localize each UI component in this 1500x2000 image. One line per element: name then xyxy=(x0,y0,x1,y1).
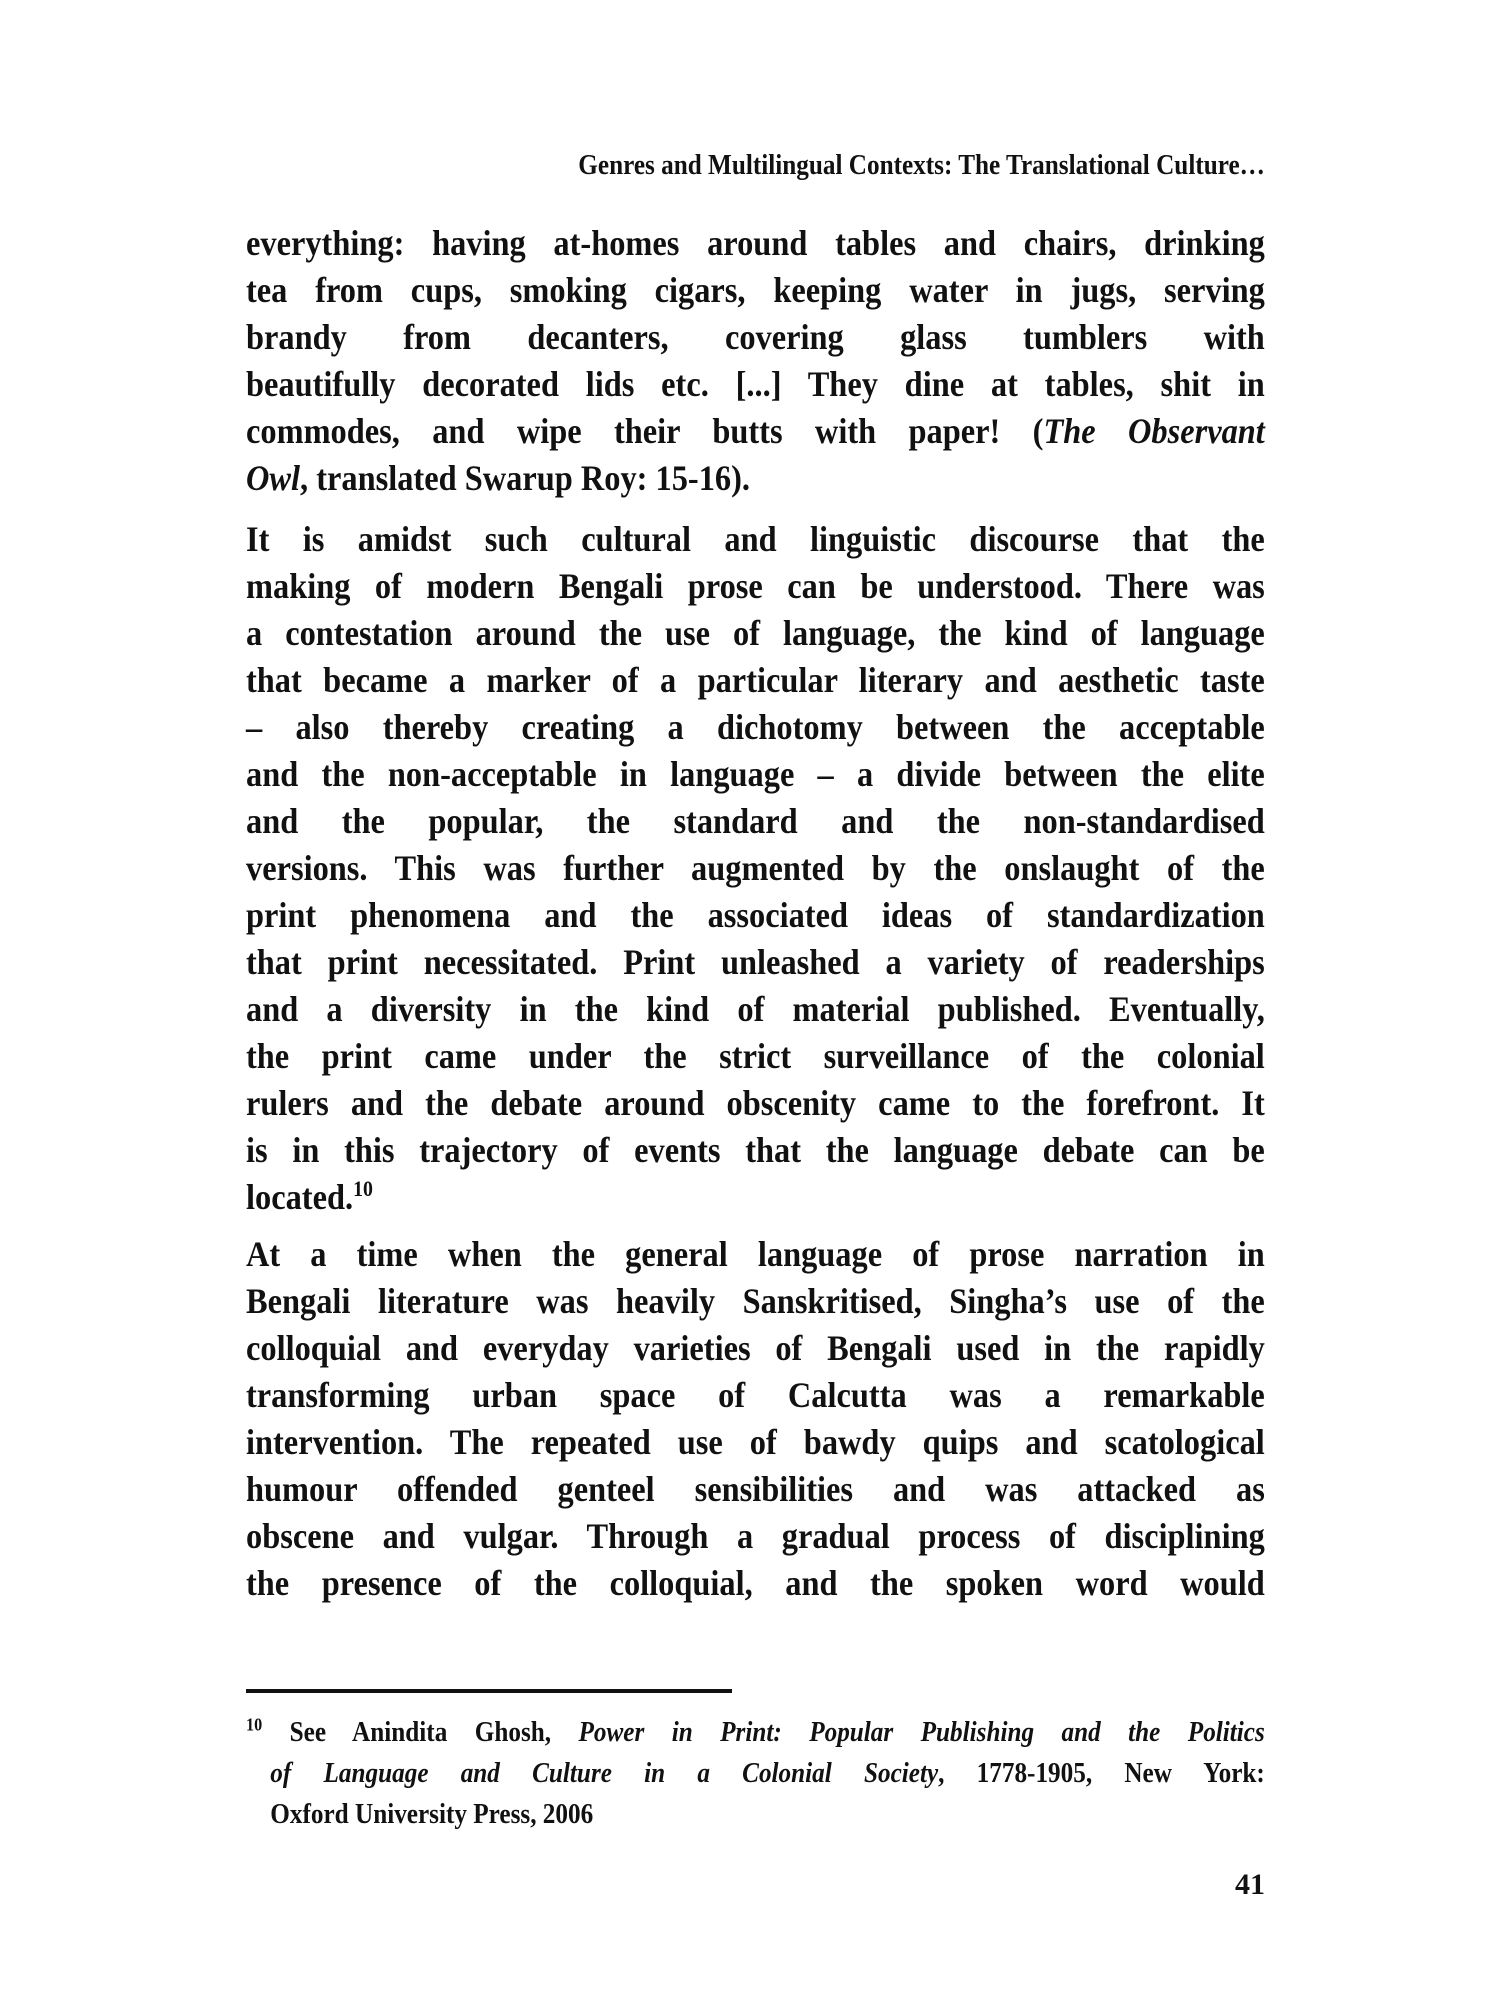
text-line xyxy=(246,267,1265,314)
text-line xyxy=(246,516,1265,563)
text-span: brandy from decanters, covering glass tumblers with xyxy=(246,317,1265,357)
paragraph-2 xyxy=(246,516,1378,1221)
text-line xyxy=(246,455,1265,502)
text-span: commodes, and wipe their butts with paper! ( xyxy=(246,411,1044,451)
text-line xyxy=(246,939,1265,986)
text-span: It is amidst such cultural and linguistic discourse that the xyxy=(246,519,1265,559)
text-span: humour offended genteel sensibilities and was attacked as xyxy=(246,1469,1265,1509)
text-span: making of modern Bengali prose can be understood. There was xyxy=(246,566,1265,606)
text-line xyxy=(246,1127,1265,1174)
text-line xyxy=(246,610,1265,657)
text-line xyxy=(246,1033,1265,1080)
text-span: and the non-acceptable in language – a divide between the elite xyxy=(246,754,1265,794)
text-line xyxy=(246,1372,1265,1419)
text-span: See Anindita Ghosh, xyxy=(262,1717,579,1748)
italic-text: The Observant xyxy=(1043,411,1265,451)
text-span: At a time when the general language of prose narration in xyxy=(246,1234,1265,1274)
text-span: colloquial and everyday varieties of Bengali used in the rapidly xyxy=(246,1328,1265,1368)
text-line xyxy=(246,845,1265,892)
text-span: , translated Swarup Roy: 15-16). xyxy=(300,458,751,498)
text-span: located. xyxy=(246,1177,354,1217)
text-line xyxy=(246,751,1265,798)
text-span: rulers and the debate around obscenity came to the forefront. It xyxy=(246,1083,1265,1123)
text-line xyxy=(246,1794,1265,1835)
paragraph-quote xyxy=(246,220,1378,502)
italic-text: Power in Print: Popular Publishing and the Politics xyxy=(578,1717,1265,1748)
text-line xyxy=(246,563,1265,610)
text-span: the print came under the strict surveillance of the colonial xyxy=(246,1036,1265,1076)
text-line xyxy=(246,704,1265,751)
text-span: a contestation around the use of language, the kind of language xyxy=(246,613,1265,653)
text-span: and a diversity in the kind of material published. Eventually, xyxy=(246,989,1265,1029)
text-span: the presence of the colloquial, and the spoken word would xyxy=(246,1563,1265,1603)
text-line xyxy=(246,408,1265,455)
text-line xyxy=(246,1712,1265,1753)
page-number: 41 xyxy=(1235,1868,1265,1901)
text-span: is in this trajectory of events that the language debate can be xyxy=(246,1130,1265,1170)
text-line xyxy=(246,1513,1265,1560)
footnote-marker: 10 xyxy=(246,1714,263,1735)
text-line xyxy=(246,1560,1265,1607)
text-span: tea from cups, smoking cigars, keeping water in jugs, serving xyxy=(246,270,1265,310)
text-line xyxy=(246,798,1265,845)
italic-text: Owl xyxy=(246,458,301,498)
text-span: intervention. The repeated use of bawdy quips and scatological xyxy=(246,1422,1265,1462)
text-line xyxy=(246,220,1265,267)
text-span: Oxford University Press, 2006 xyxy=(270,1799,594,1830)
text-span: that became a marker of a particular literary and aesthetic taste xyxy=(246,660,1265,700)
footnote-rule xyxy=(246,1689,732,1693)
text-line xyxy=(246,1231,1265,1278)
text-line xyxy=(246,657,1265,704)
footnote xyxy=(246,1712,1378,1835)
paragraph-3 xyxy=(246,1231,1378,1607)
italic-text: of Language and Culture in a Colonial Society xyxy=(270,1758,939,1789)
text-line xyxy=(246,1419,1265,1466)
text-span: versions. This was further augmented by the onslaught of the xyxy=(246,848,1265,888)
text-span: , 1778-1905, New York: xyxy=(938,1758,1265,1789)
text-line xyxy=(246,1278,1265,1325)
text-line xyxy=(246,892,1265,939)
text-span: Bengali literature was heavily Sanskritised, Singha’s use of the xyxy=(246,1281,1265,1321)
text-span: everything: having at-homes around tables and chairs, drinking xyxy=(246,223,1265,263)
footnote-marker: 10 xyxy=(353,1176,373,1201)
text-line xyxy=(246,361,1265,408)
text-span: print phenomena and the associated ideas of standardization xyxy=(246,895,1265,935)
text-line xyxy=(246,1325,1265,1372)
text-span: beautifully decorated lids etc. [...] They dine at tables, shit in xyxy=(246,364,1265,404)
text-line xyxy=(246,314,1265,361)
text-line xyxy=(246,986,1265,1033)
text-span: that print necessitated. Print unleashed a variety of readerships xyxy=(246,942,1265,982)
text-line xyxy=(246,1174,1265,1221)
text-span: – also thereby creating a dichotomy between the acceptable xyxy=(246,707,1265,747)
text-line xyxy=(246,1080,1265,1127)
text-line xyxy=(246,1753,1265,1794)
text-line xyxy=(246,1466,1265,1513)
text-span: obscene and vulgar. Through a gradual process of disciplining xyxy=(246,1516,1265,1556)
running-header: Genres and Multilingual Contexts: The Translational Culture… xyxy=(578,150,1265,181)
text-span: and the popular, the standard and the non-standardised xyxy=(246,801,1265,841)
text-span: transforming urban space of Calcutta was a remarkable xyxy=(246,1375,1265,1415)
